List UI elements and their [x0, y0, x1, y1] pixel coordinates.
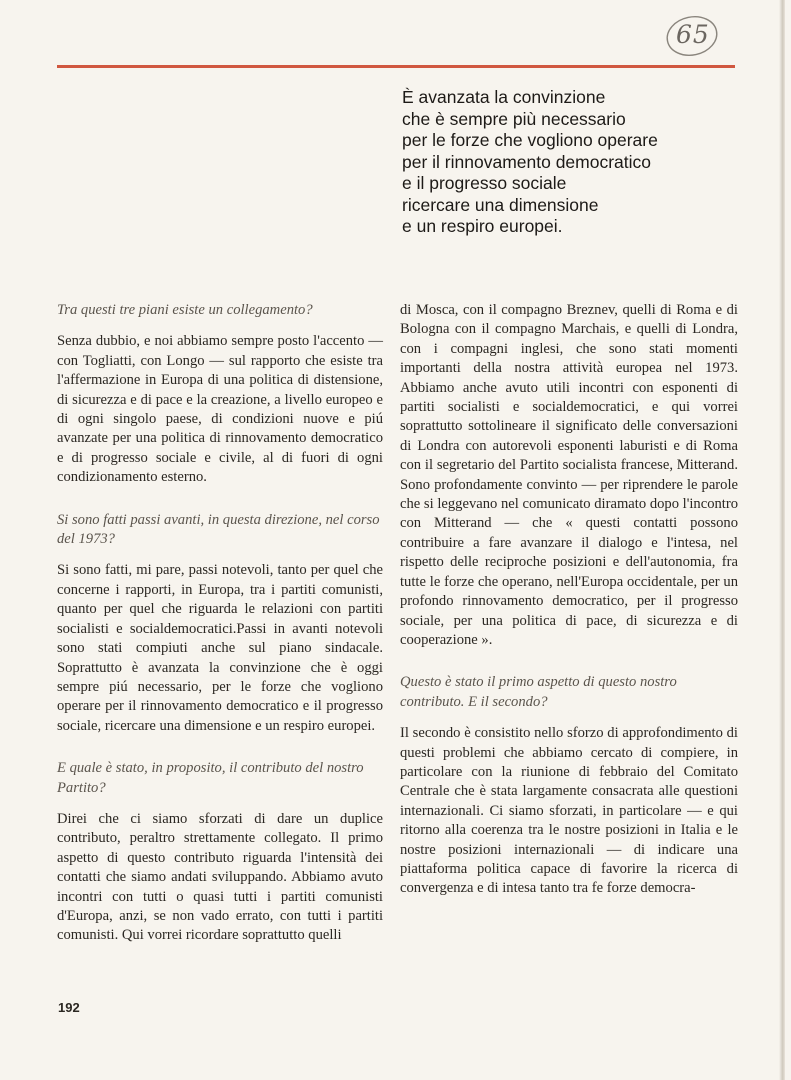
handwritten-number-text: 65 [676, 20, 710, 49]
question-heading: Tra questi tre piani esiste un collegamento? [57, 302, 313, 318]
left-column [57, 301, 383, 969]
pull-quote-line: per le forze che vogliono operare [402, 130, 658, 150]
question-heading: E quale è stato, in proposito, il contributo del nostro Partito? [57, 760, 364, 796]
question-heading: Si sono fatti passi avanti, in questa direzione, nel corso del 1973? [57, 511, 380, 548]
right-column [400, 301, 738, 922]
handwritten-page-number [664, 12, 722, 60]
answer-paragraph: di Mosca, con il compagno Breznev, quelli di Roma e di Bologna con il compagno Marchais, e quelli di Londra, con i compagni inglesi, che sono stati momenti importanti della nostra attività europea nel 1973. Abbiamo anche avuto utili incontri con esponenti di partiti socialisti e socialdemocratici, e qui vorrei soprattutto sottolineare il significato delle conversazioni di Londra con autorevoli esponenti laburisti e di Roma con il segretario del Partito socialista francese, Mitterand. Sono profondamente convinto — per riprendere le parole che si leggevano nel comunicato diramato dopo l'incontro con Mitterand — che « questi contatti possono contribuire a fare avanzare il dialogo e l'intesa, nel rispetto delle reciproche posizioni e dell'autonomia, fra tutte le forze che operano, nell'Europa occidentale, per un profondo rinnovamento democratico, per il progresso sociale, per una politica di pace, di sicurezza e di cooperazione ». [400, 302, 738, 648]
pull-quote [402, 87, 742, 238]
pull-quote-line: che è sempre più necessario [402, 108, 626, 129]
answer-paragraph: Senza dubbio, e noi abbiamo sempre posto l'accento — con Togliatti, con Longo — sul rapporto che esiste tra l'affermazione in Europa di una politica di distensione, di sicurezza e di pace e la creazione, a livello europeo e di ogni singolo paese, di condizioni nuove e piú avanzate per una politica di rinnovamento democratico e di progresso sociale e civile, al di fuori di ogni condizionamento esterno. [57, 333, 383, 486]
answer-paragraph: Direi che ci siamo sforzati di dare un duplice contributo, peraltro strettamente collegato. Il primo aspetto di questo contributo riguarda l'intensità dei contatti che siamo andati sviluppando. Abbiamo avuto incontri con tutti o quasi tutti i partiti comunisti d'Europa, anzi, se non vado errato, con tutti i partiti comunisti. Qui vorrei ricordare soprattutto quelli [57, 810, 383, 944]
page-number: 192 [58, 1000, 80, 1015]
pull-quote-line: per il rinnovamento democratico [402, 151, 652, 172]
header-rule [57, 65, 735, 68]
pull-quote-line: e il progresso sociale [402, 173, 567, 193]
page-edge-shadow [779, 0, 785, 1080]
question-heading: Questo è stato il primo aspetto di questo nostro contributo. E il secondo? [400, 674, 677, 710]
answer-paragraph: Si sono fatti, mi pare, passi notevoli, tanto per quel che concerne i rapporti, in Europa, tra i partiti comunisti, quanto per quel che riguarda le relazioni con partiti socialisti e socialdemocratici.Passi in avanti notevoli sono stati compiuti anche sul piano sindacale. Soprattutto è avanzata la convinzione che è oggi sempre piú necessario, per le forze che vogliono operare per il rinnovamento democratico e il progresso sociale, ricercare una dimensione e un respiro europei. [57, 562, 383, 734]
pull-quote-line: e un respiro europei. [402, 216, 563, 236]
pull-quote-line: È avanzata la convinzione [402, 87, 606, 107]
answer-paragraph: Il secondo è consistito nello sforzo di approfondimento di questi problemi che abbiamo cercato di compiere, in particolare con la riunione di febbraio del Comitato Centrale che è stata largamente consacrata alle questioni internazionali. Ci siamo sforzati, in particolare — e qui ritorno alla coerenza tra le nostre posizioni in Italia e le nostre posizioni internazionali — di indicare una piattaforma politica capace di favorire la ricerca di convergenza e di intesa tanto tra fe forze democra- [400, 725, 738, 897]
pull-quote-line: ricercare una dimensione [402, 194, 599, 215]
